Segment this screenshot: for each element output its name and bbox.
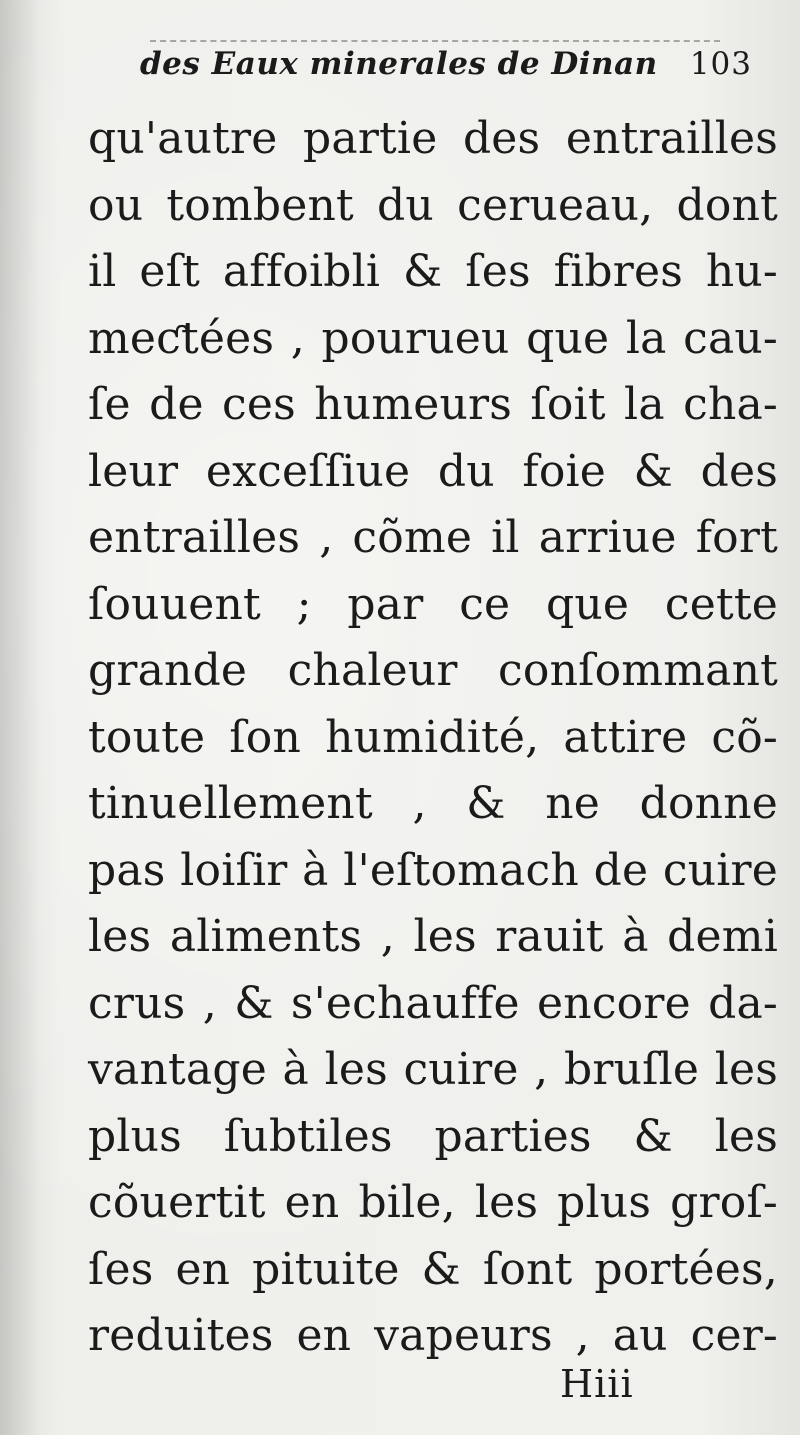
text-line: entrailles , cõme il arriue fort [88,512,778,563]
text-line: qu'autre partie des entrailles [88,113,778,164]
text-line: leur exceſſiue du foie & des [88,445,778,497]
header-rule [150,40,720,42]
text-line: ou tombent du cerueau, dont [88,179,778,231]
text-line: toute ſon humidité, attire cõ- [88,711,778,763]
text-line: grande chaleur conſommant [88,645,778,696]
text-line: ſe de ces humeurs ſoit la cha- [88,379,778,430]
text-line: crus , & s'echauffe encore da- [88,977,778,1029]
text-line: ſes en pituite & ſont portées, [88,1243,778,1295]
text-line: reduites en vapeurs , au cer- [88,1310,778,1361]
text-line: pas loiſir à l'eſtomach de cuire [88,844,778,896]
page-header [140,46,760,102]
gutter-shadow [0,0,40,1435]
text-line: vantage à les cuire , bruſle les [88,1044,778,1095]
text-line: meƈtées , pourueu que la cau- [88,312,778,364]
running-title: des Eaux minerales de Dinan [140,46,658,82]
text-line: tinuellement , & ne donne [88,778,778,829]
text-line: ſouuent ; par ce que cette [88,578,778,630]
page-number: 103 [689,46,752,82]
body-text [88,106,778,1370]
text-line: les aliments , les rauit à demi [88,911,778,962]
text-line: plus ſubtiles parties & les [88,1110,778,1162]
signature-mark: Hiii [560,1362,634,1406]
text-line: cõuertit en bile, les plus groſ- [88,1177,778,1228]
text-line: il eſt affoibli & ſes fibres hu- [88,246,778,297]
